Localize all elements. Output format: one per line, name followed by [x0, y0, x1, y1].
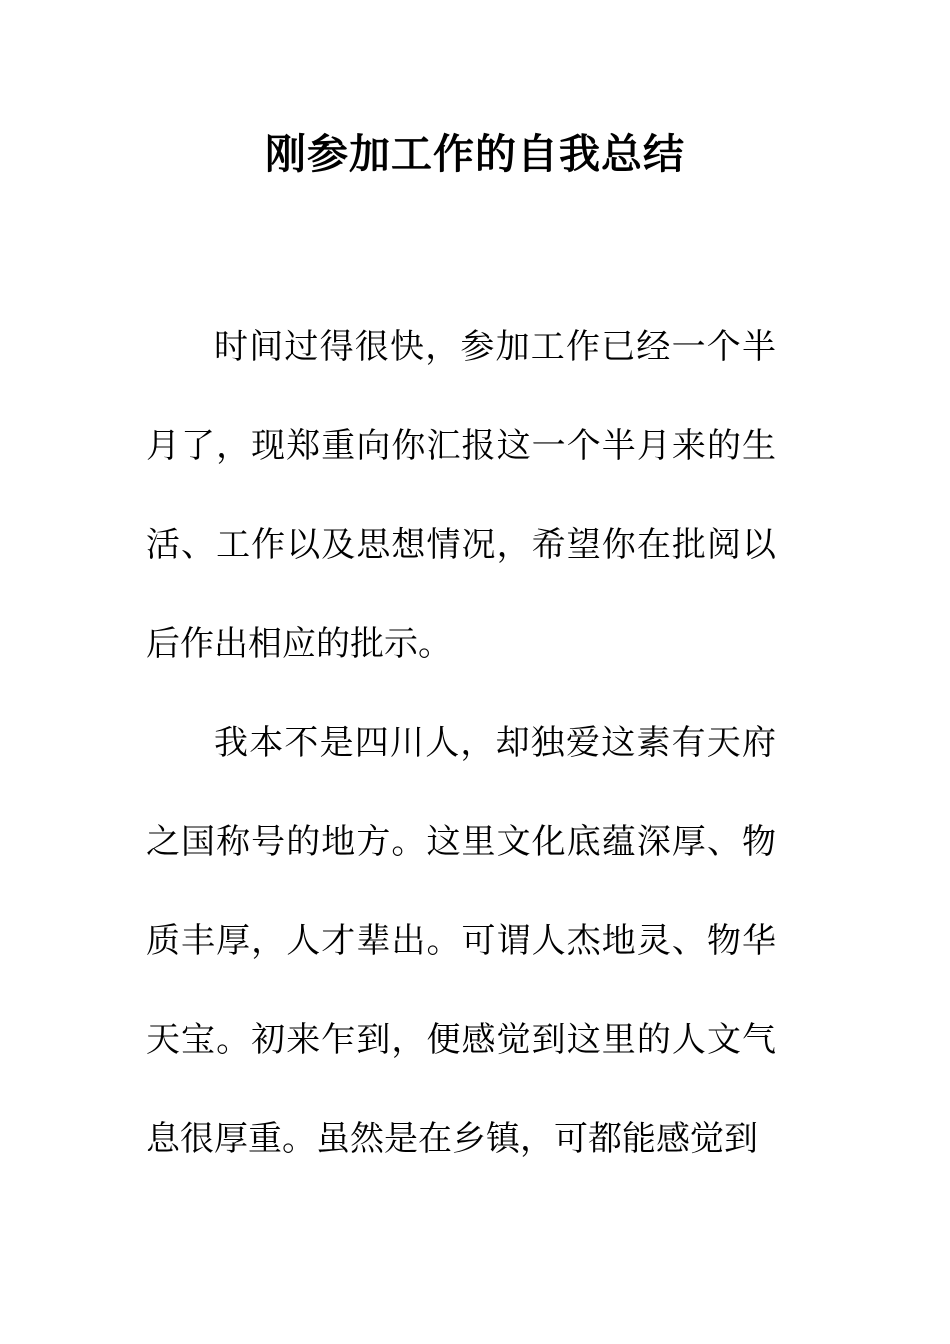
document-title: 刚参加工作的自我总结: [265, 130, 685, 178]
document-body: [146, 298, 776, 1189]
paragraph-2: 我本不是四川人，却独爱这素有天府之国称号的地方。这里文化底蕴深厚、物质丰厚，人才辈出。可谓人杰地灵、物华天宝。初来乍到，便感觉到这里的人文气息很厚重。虽然是在乡镇，可都能感觉到: [146, 723, 776, 1159]
paragraph-1: 时间过得很快，参加工作已经一个半月了，现郑重向你汇报这一个半月来的生活、工作以及思想情况，希望你在批阅以后作出相应的批示。: [146, 327, 776, 664]
